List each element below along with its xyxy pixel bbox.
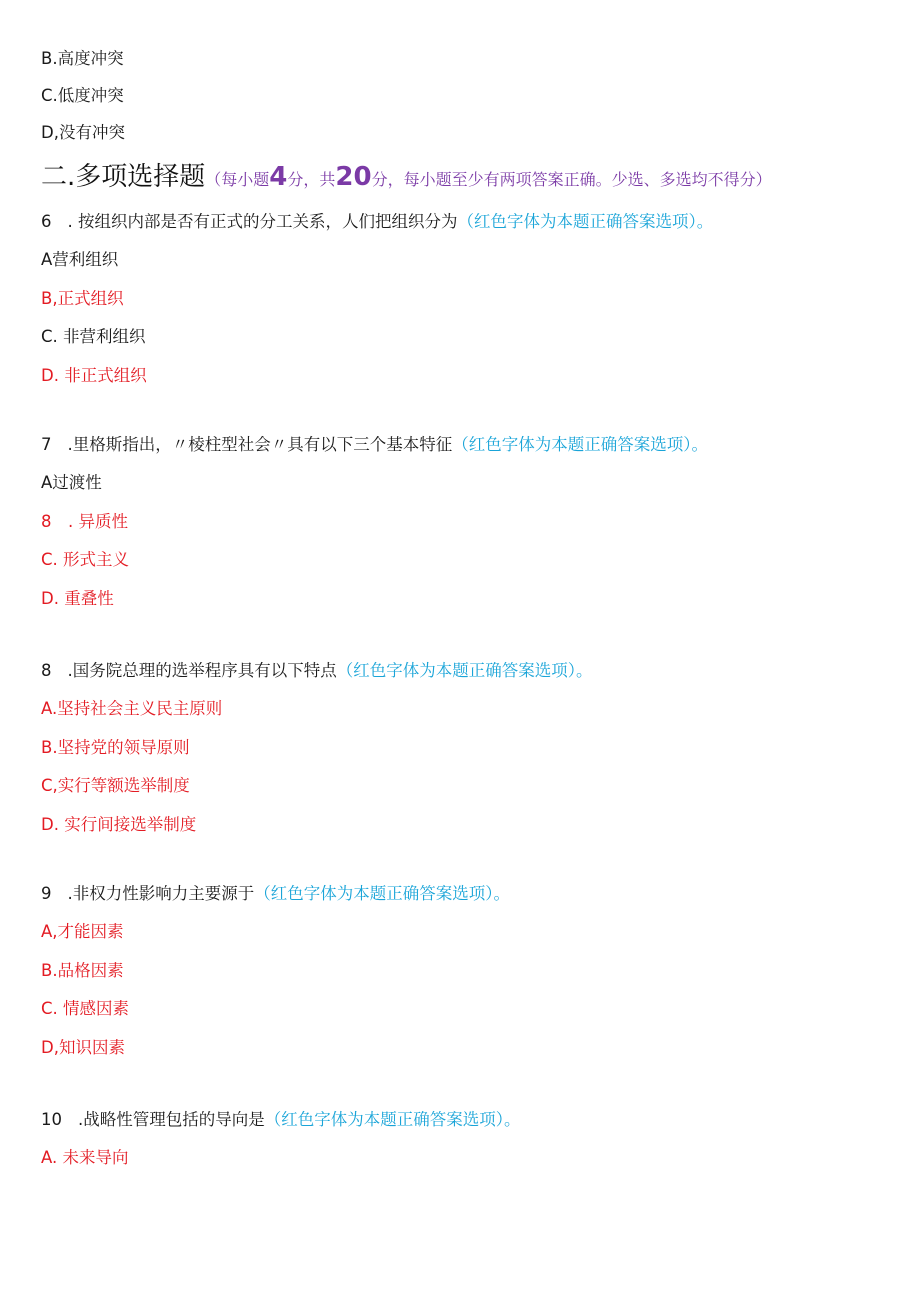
option-item-correct: B.坚持党的领导原则 <box>41 738 190 757</box>
question-stem <box>41 210 713 234</box>
option-item-correct: A. 未来导向 <box>41 1148 129 1167</box>
section-note-c: 分，每小题至少有两项答案正确。少选、多选均不得分） <box>371 170 772 189</box>
option-item-correct: B,正式组织 <box>41 289 124 308</box>
answer-hint: （红色字体为本题正确答案选项）。 <box>254 884 510 903</box>
section-note-b: 分，共 <box>287 170 336 189</box>
question-text: .战略性管理包括的导向是 <box>78 1110 265 1129</box>
section-heading <box>41 160 772 197</box>
option-item: A过渡性 <box>41 473 102 492</box>
answer-hint: （红色字体为本题正确答案选项）。 <box>264 1110 521 1129</box>
question-stem <box>41 882 510 906</box>
option-item: B.高度冲突 <box>41 49 124 68</box>
option-item-correct: D. 重叠性 <box>41 589 114 608</box>
section-note <box>205 162 772 192</box>
question-number: 10 <box>41 1110 62 1129</box>
points-total: 20 <box>335 162 372 192</box>
question-stem <box>41 1108 521 1132</box>
question-stem <box>41 659 593 683</box>
question-text: .国务院总理的选举程序具有以下特点 <box>67 661 337 680</box>
option-item-correct: C. 情感因素 <box>41 999 130 1018</box>
answer-hint: （红色字体为本题正确答案选项）。 <box>452 435 708 454</box>
option-item-correct: A,才能因素 <box>41 922 124 941</box>
option-item: C. 非营利组织 <box>41 327 146 346</box>
option-item-correct: A.坚持社会主义民主原则 <box>41 699 223 718</box>
option-item-correct: D. 实行间接选举制度 <box>41 815 197 834</box>
question-number: 8 <box>41 661 52 680</box>
option-item: D,没有冲突 <box>41 123 125 142</box>
option-item-correct: D,知识因素 <box>41 1038 125 1057</box>
section-title: 二.多项选择题 <box>41 162 206 192</box>
points-each: 4 <box>269 162 288 192</box>
answer-hint: （红色字体为本题正确答案选项）。 <box>336 661 593 680</box>
question-number: 6 <box>41 212 52 231</box>
answer-hint: （红色字体为本题正确答案选项）。 <box>457 212 714 231</box>
option-item: A营利组织 <box>41 250 119 269</box>
option-item-correct: C,实行等额选举制度 <box>41 776 190 795</box>
option-item-correct: B.品格因素 <box>41 961 124 980</box>
question-text: .里格斯指出，〃棱柱型社会〃具有以下三个基本特征 <box>67 435 453 454</box>
question-number: 9 <box>41 884 52 903</box>
option-item-correct: C. 形式主义 <box>41 550 130 569</box>
question-stem <box>41 433 708 457</box>
option-item-correct: 8 . 异质性 <box>41 512 128 531</box>
option-item: C.低度冲突 <box>41 86 124 105</box>
option-item-correct: D. 非正式组织 <box>41 366 147 385</box>
question-number: 7 <box>41 435 52 454</box>
section-note-a: （每小题 <box>205 170 270 189</box>
question-text: . 按组织内部是否有正式的分工关系，人们把组织分为 <box>67 212 458 231</box>
question-text: .非权力性影响力主要源于 <box>67 884 255 903</box>
